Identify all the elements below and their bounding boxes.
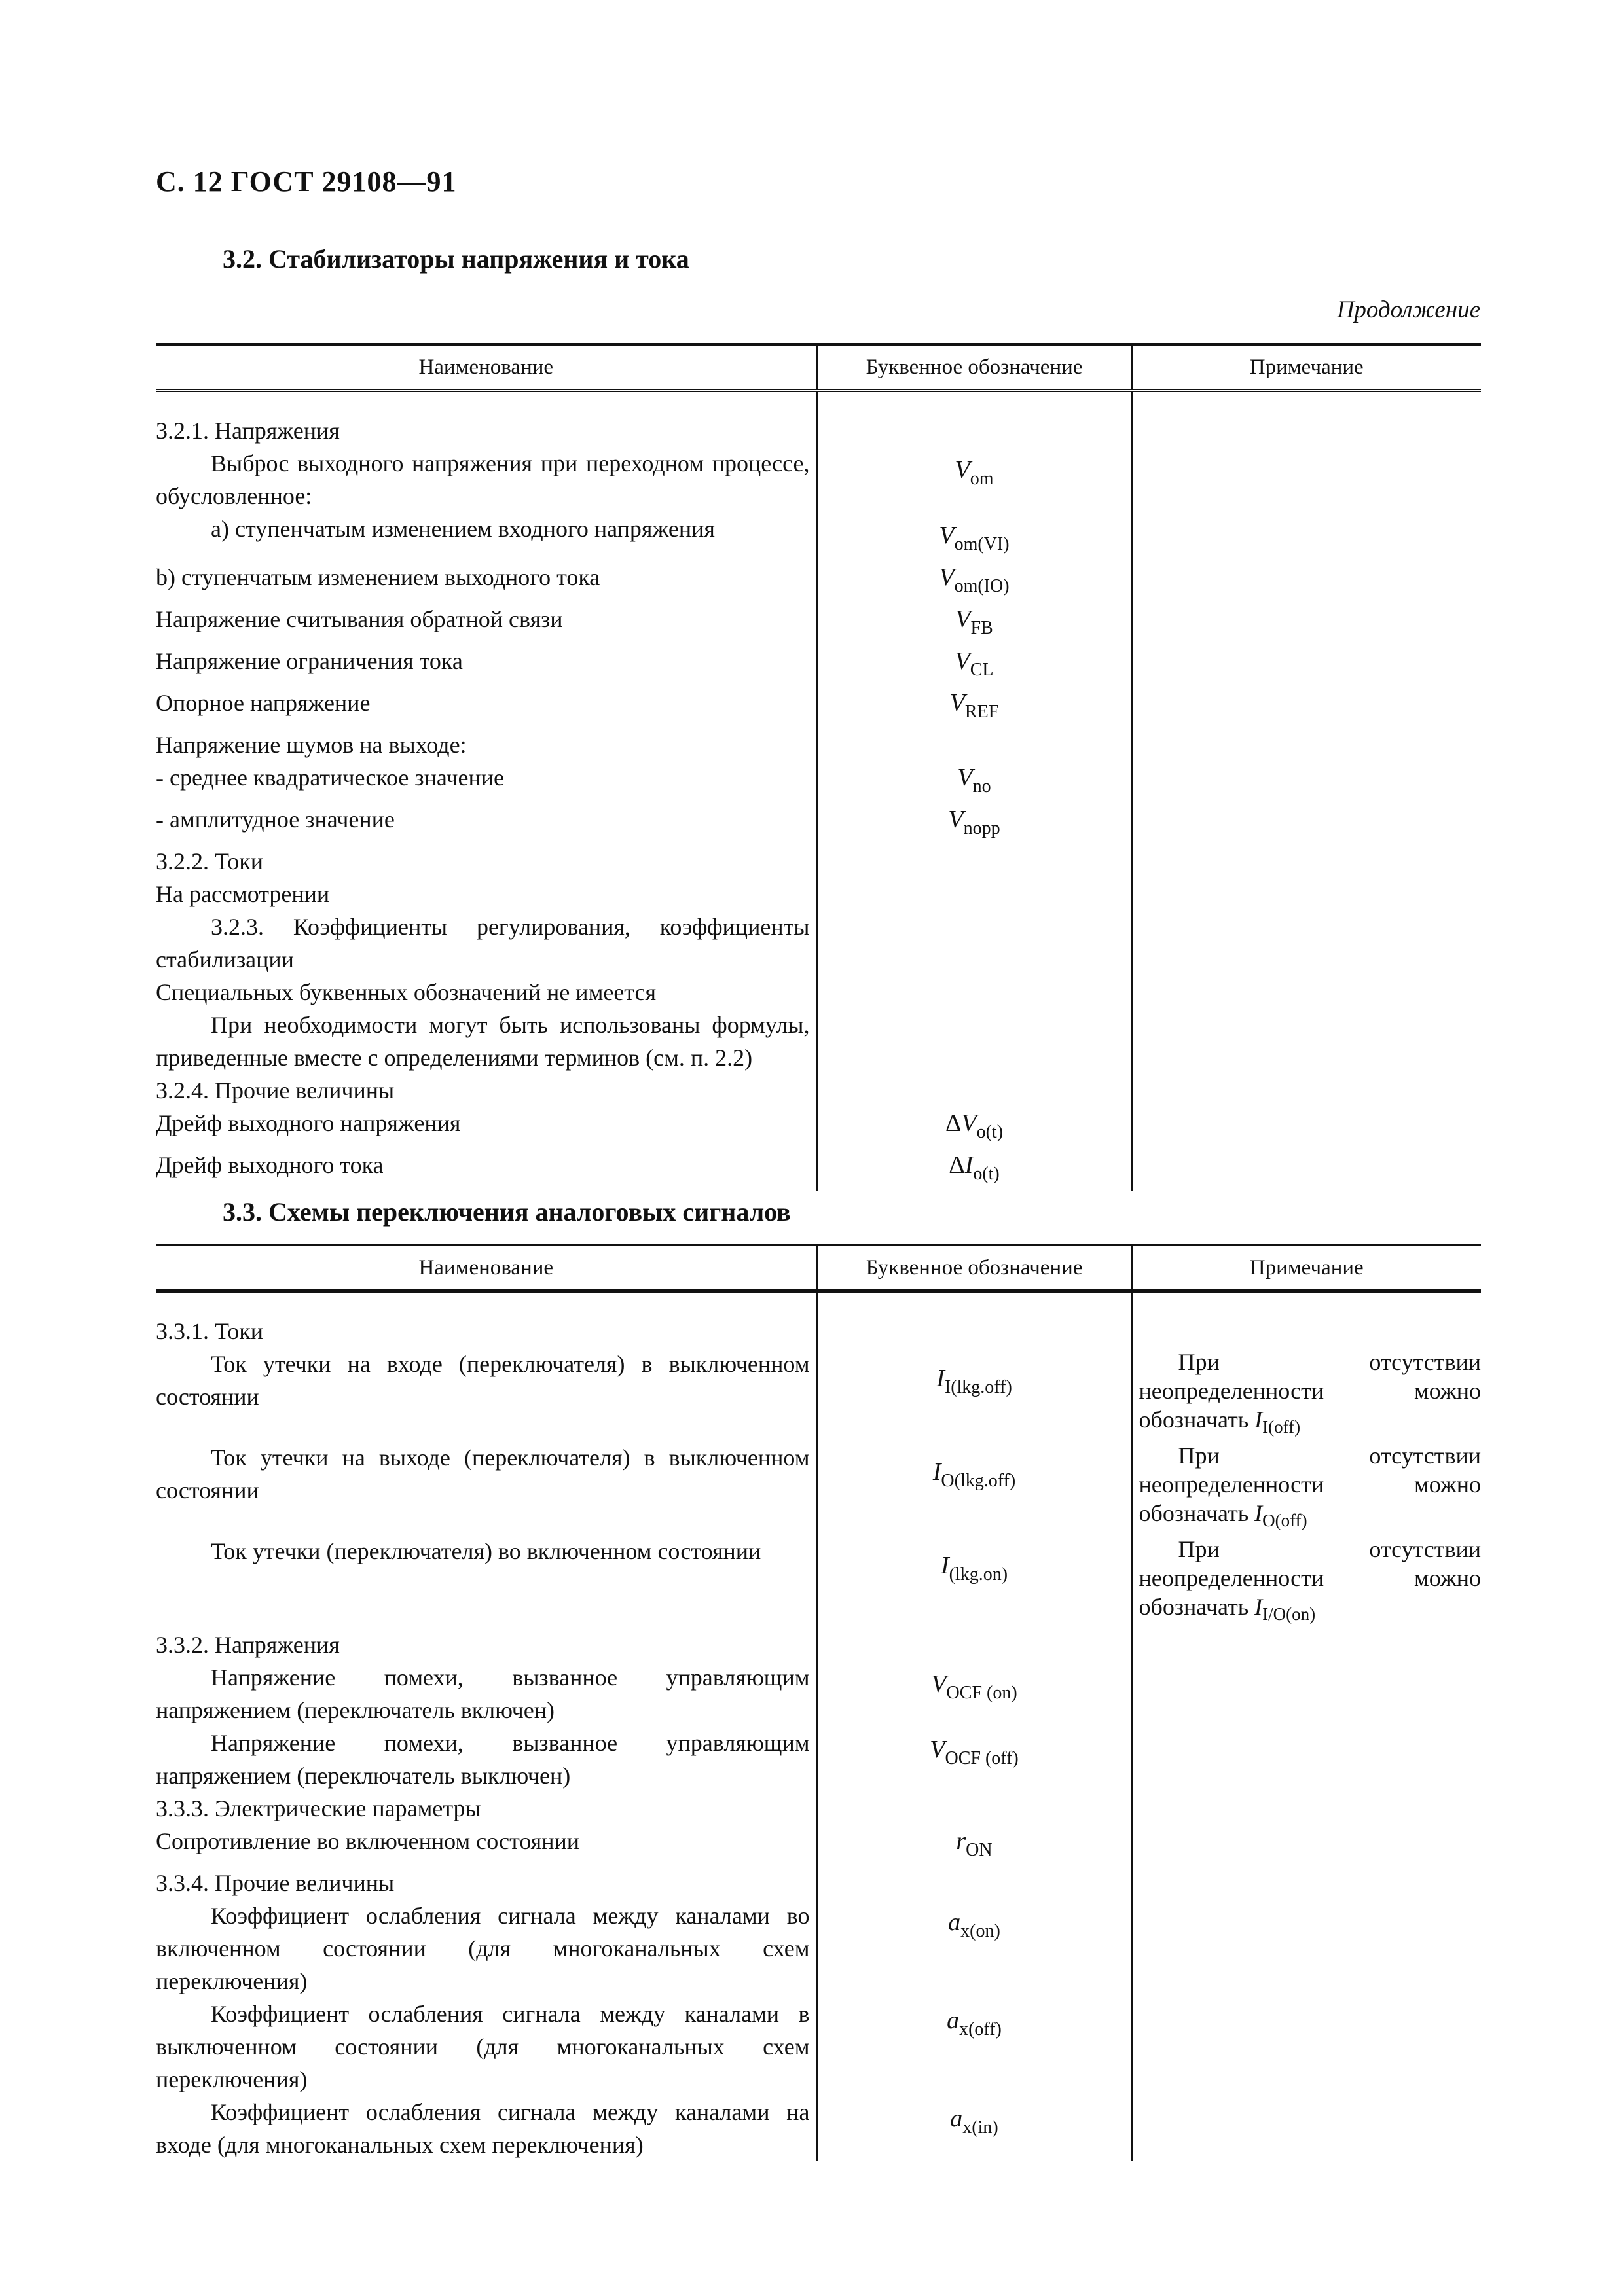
table-row [156, 603, 1481, 645]
symbol-prefix: Δ [949, 1151, 965, 1179]
table-row [156, 1792, 1481, 1825]
letter-symbol [947, 2004, 1002, 2046]
header-symbol: Буквенное обозначение [817, 1245, 1131, 1291]
term-name: 3.2.2. Токи [156, 848, 264, 874]
note-cell [1131, 1149, 1481, 1191]
table-row [156, 1535, 1481, 1628]
note-symbol-letter: I [1254, 1407, 1263, 1433]
term-name: 3.3.1. Токи [156, 1318, 264, 1344]
table-row [156, 1825, 1481, 1867]
spacer-cell [1131, 391, 1481, 415]
table-row [156, 645, 1481, 687]
table-row [156, 1348, 1481, 1441]
symbol-cell [817, 761, 1131, 803]
note-symbol-letter: I [1254, 1500, 1263, 1526]
symbol-cell [817, 1074, 1131, 1107]
note-cell [1131, 1348, 1481, 1441]
table-row [156, 878, 1481, 910]
note-cell [1131, 1825, 1481, 1867]
symbol-cell [817, 910, 1131, 976]
note-cell [1131, 1998, 1481, 2096]
symbol-cell [817, 1315, 1131, 1348]
term-name: Выброс выходного напряжения при переходном процессе, обусловленное: [156, 450, 810, 509]
symbol-cell [817, 1899, 1131, 1998]
header-symbol: Буквенное обозначение [817, 344, 1131, 391]
note-symbol-subscript: I(off) [1262, 1417, 1301, 1437]
term-name: 3.2.4. Прочие величины [156, 1077, 395, 1103]
letter-symbol [930, 1733, 1018, 1775]
table-row [156, 845, 1481, 878]
table-row [156, 1998, 1481, 2096]
note-cell [1131, 910, 1481, 976]
term-name: 3.3.2. Напряжения [156, 1632, 340, 1658]
symbol-letter: V [930, 1736, 945, 1763]
letter-symbol [948, 803, 1000, 845]
continued-label: Продолжение [1336, 296, 1480, 323]
letter-symbol [957, 761, 991, 803]
symbol-cell [817, 561, 1131, 603]
symbol-prefix: Δ [945, 1109, 962, 1137]
table-row [156, 512, 1481, 561]
symbol-letter: V [949, 689, 965, 717]
table-row [156, 728, 1481, 761]
letter-symbol [950, 687, 999, 728]
note-cell [1131, 1441, 1481, 1535]
note-cell [1131, 761, 1481, 803]
symbol-subscript: x(on) [960, 1921, 1000, 1941]
symbol-letter: a [948, 1909, 961, 1936]
term-name: Напряжение считывания обратной связи [156, 606, 563, 632]
symbol-letter: I [964, 1151, 974, 1179]
note-cell [1131, 1107, 1481, 1149]
spacer-cell [817, 1291, 1131, 1316]
spacer-cell [156, 391, 817, 415]
symbol-cell [817, 1441, 1131, 1535]
term-name: Коэффициент ослабления сигнала между каналами на входе (для многоканальных схем переключения) [156, 2099, 810, 2158]
term-name: Ток утечки (переключателя) во включенном состоянии [211, 1538, 761, 1564]
symbol-cell [817, 1792, 1131, 1825]
table-row [156, 1441, 1481, 1535]
symbol-subscript: o(t) [973, 1164, 1000, 1184]
term-name: При необходимости могут быть использованы формулы, приведенные вместе с определениями терминов (см. п. 2.2) [156, 1012, 810, 1071]
note-cell [1131, 728, 1481, 761]
note-cell [1131, 687, 1481, 728]
letter-symbol [936, 1362, 1012, 1404]
symbol-subscript: I(lkg.off) [944, 1377, 1012, 1397]
table-row [156, 561, 1481, 603]
letter-symbol [950, 2102, 998, 2144]
table-row [156, 1727, 1481, 1792]
letter-symbol [948, 1906, 1000, 1948]
table-row [156, 447, 1481, 512]
letter-symbol [939, 561, 1009, 603]
table-row [156, 1315, 1481, 1348]
symbol-subscript: x(off) [959, 2019, 1002, 2039]
note-cell [1131, 645, 1481, 687]
symbol-letter: V [939, 522, 955, 549]
term-name: - амплитудное значение [156, 806, 395, 833]
note-cell [1131, 845, 1481, 878]
spacer-cell [156, 1291, 817, 1316]
symbol-letter: a [947, 2007, 960, 2034]
table-row [156, 1009, 1481, 1074]
symbol-subscript: O(lkg.off) [941, 1471, 1016, 1491]
term-name: Опорное напряжение [156, 690, 371, 716]
table-row [156, 910, 1481, 976]
symbol-letter: V [955, 647, 970, 675]
symbol-letter: V [961, 1109, 977, 1137]
term-name: - среднее квадратическое значение [156, 764, 505, 791]
term-name: Напряжение помехи, вызванное управляющим напряжением (переключатель выключен) [156, 1730, 810, 1789]
spacer-row [156, 391, 1481, 415]
spacer-cell [817, 391, 1131, 415]
letter-symbol [955, 454, 994, 495]
header-name: Наименование [156, 1245, 817, 1291]
term-name: 3.3.4. Прочие величины [156, 1870, 395, 1896]
symbol-subscript: x(in) [962, 2117, 998, 2138]
symbol-subscript: ON [966, 1840, 993, 1860]
symbol-subscript: REF [964, 702, 999, 722]
note-symbol-letter: I [1254, 1594, 1263, 1620]
symbol-subscript: FB [970, 618, 993, 638]
symbol-letter: V [955, 456, 970, 484]
note-cell [1131, 878, 1481, 910]
symbol-letter: a [950, 2105, 963, 2132]
table-row [156, 976, 1481, 1009]
letter-symbol [933, 1456, 1015, 1498]
term-name: Коэффициент ослабления сигнала между каналами в выключенном состоянии (для многоканальных схем переключения) [156, 2001, 810, 2092]
note-cell [1131, 1867, 1481, 1899]
table-row [156, 1867, 1481, 1899]
header-name: Наименование [156, 344, 817, 391]
symbol-cell [817, 645, 1131, 687]
symbol-cell [817, 1727, 1131, 1792]
term-name: На рассмотрении [156, 881, 330, 907]
note-cell [1131, 561, 1481, 603]
letter-symbol [955, 645, 994, 687]
note-cell [1131, 2096, 1481, 2161]
note-body: При отсутствии неопределенности можно обозначать [1139, 1349, 1481, 1433]
letter-symbol [941, 1549, 1008, 1591]
symbol-letter: I [932, 1458, 941, 1486]
symbol-cell [817, 976, 1131, 1009]
symbol-subscript: om(VI) [954, 534, 1010, 554]
table-row [156, 1899, 1481, 1998]
table-row [156, 1628, 1481, 1661]
term-name: Напряжение шумов на выходе: [156, 732, 467, 758]
symbol-cell [817, 603, 1131, 645]
symbol-cell [817, 845, 1131, 878]
note-cell [1131, 803, 1481, 845]
note-cell [1131, 512, 1481, 561]
term-name: Напряжение помехи, вызванное управляющим напряжением (переключатель включен) [156, 1664, 810, 1723]
symbol-cell [817, 1628, 1131, 1661]
note-cell [1131, 1315, 1481, 1348]
symbol-cell [817, 878, 1131, 910]
symbol-subscript: (lkg.on) [949, 1564, 1008, 1585]
symbol-cell [817, 1998, 1131, 2096]
table-3-3 [156, 1244, 1481, 2161]
note-cell [1131, 1535, 1481, 1628]
note-cell [1131, 1727, 1481, 1792]
header-note: Примечание [1131, 344, 1481, 391]
symbol-subscript: no [972, 776, 991, 797]
table-3-2 [156, 343, 1481, 1191]
symbol-letter: r [956, 1827, 966, 1855]
note-cell [1131, 1792, 1481, 1825]
symbol-letter: V [957, 764, 973, 791]
note-cell [1131, 1899, 1481, 1998]
table-row [156, 414, 1481, 447]
note-text [1133, 1441, 1482, 1535]
letter-symbol [945, 1107, 1003, 1149]
note-body: При отсутствии неопределенности можно обозначать [1139, 1536, 1481, 1620]
symbol-letter: I [940, 1552, 949, 1579]
symbol-cell [817, 512, 1131, 561]
symbol-cell [817, 1149, 1131, 1191]
symbol-cell [817, 2096, 1131, 2161]
header-note: Примечание [1131, 1245, 1481, 1291]
term-name: b) ступенчатым изменением выходного тока [156, 564, 600, 590]
note-symbol [1254, 1500, 1307, 1530]
page-header: С. 12 ГОСТ 29108—91 [156, 166, 457, 198]
symbol-cell [817, 1009, 1131, 1074]
symbol-letter: V [931, 1670, 947, 1698]
table-row [156, 1107, 1481, 1149]
symbol-cell [817, 1107, 1131, 1149]
term-name: Дрейф выходного тока [156, 1152, 384, 1178]
table-row [156, 761, 1481, 803]
symbol-cell [817, 1867, 1131, 1899]
table-row [156, 1661, 1481, 1727]
term-name: Специальных буквенных обозначений не имеется [156, 979, 657, 1005]
note-symbol-subscript: I/O(on) [1262, 1604, 1316, 1624]
symbol-letter: V [939, 564, 955, 591]
table-row [156, 1074, 1481, 1107]
symbol-cell [817, 728, 1131, 761]
table-row [156, 2096, 1481, 2161]
note-symbol-subscript: O(off) [1262, 1511, 1307, 1530]
note-cell [1131, 1009, 1481, 1074]
term-name: Дрейф выходного напряжения [156, 1110, 461, 1136]
term-name: 3.2.3. Коэффициенты регулирования, коэффициенты стабилизации [156, 914, 810, 973]
table-header-row [156, 1245, 1481, 1291]
symbol-cell [817, 1661, 1131, 1727]
symbol-subscript: o(t) [976, 1122, 1004, 1142]
term-name: Коэффициент ослабления сигнала между каналами во включенном состоянии (для многоканальных схем переключения) [156, 1903, 810, 1994]
symbol-cell [817, 447, 1131, 512]
note-cell [1131, 1628, 1481, 1661]
note-text [1133, 1348, 1482, 1441]
note-cell [1131, 976, 1481, 1009]
symbol-letter: I [936, 1365, 945, 1392]
table-header-row [156, 344, 1481, 391]
letter-symbol [955, 603, 993, 645]
letter-symbol [931, 1668, 1017, 1710]
table-row [156, 687, 1481, 728]
term-name: Сопротивление во включенном состоянии [156, 1828, 579, 1854]
spacer-row [156, 1291, 1481, 1316]
symbol-cell [817, 1825, 1131, 1867]
section-title-3-3: 3.3. Схемы переключения аналоговых сигналов [223, 1197, 791, 1227]
note-body: При отсутствии неопределенности можно обозначать [1139, 1443, 1481, 1526]
note-cell [1131, 447, 1481, 512]
spacer-cell [1131, 1291, 1481, 1316]
table-row [156, 1149, 1481, 1191]
note-symbol [1254, 1594, 1316, 1624]
symbol-subscript: CL [970, 660, 994, 680]
symbol-cell [817, 803, 1131, 845]
note-text [1133, 1535, 1482, 1628]
term-name: 3.2.1. Напряжения [156, 418, 340, 444]
note-cell [1131, 603, 1481, 645]
symbol-letter: V [948, 806, 964, 833]
symbol-cell [817, 1348, 1131, 1441]
symbol-letter: V [955, 605, 971, 633]
note-cell [1131, 1074, 1481, 1107]
term-name: 3.3.3. Электрические параметры [156, 1795, 481, 1821]
letter-symbol [949, 1149, 1000, 1191]
symbol-subscript: OCF (on) [946, 1683, 1017, 1703]
note-cell [1131, 1661, 1481, 1727]
note-cell [1131, 414, 1481, 447]
letter-symbol [939, 519, 1009, 561]
note-symbol [1254, 1407, 1301, 1437]
symbol-subscript: om [970, 469, 994, 489]
term-name: а) ступенчатым изменением входного напряжения [211, 516, 715, 542]
table-row [156, 803, 1481, 845]
term-name: Напряжение ограничения тока [156, 648, 463, 674]
symbol-subscript: nopp [963, 818, 1000, 838]
symbol-subscript: om(IO) [954, 576, 1010, 596]
section-title-3-2: 3.2. Стабилизаторы напряжения и тока [223, 244, 689, 274]
letter-symbol [956, 1825, 992, 1867]
symbol-cell [817, 1535, 1131, 1628]
term-name: Ток утечки на выходе (переключателя) в выключенном состоянии [156, 1444, 810, 1503]
symbol-cell [817, 687, 1131, 728]
symbol-cell [817, 414, 1131, 447]
symbol-subscript: OCF (off) [945, 1748, 1019, 1768]
term-name: Ток утечки на входе (переключателя) в выключенном состоянии [156, 1351, 810, 1410]
